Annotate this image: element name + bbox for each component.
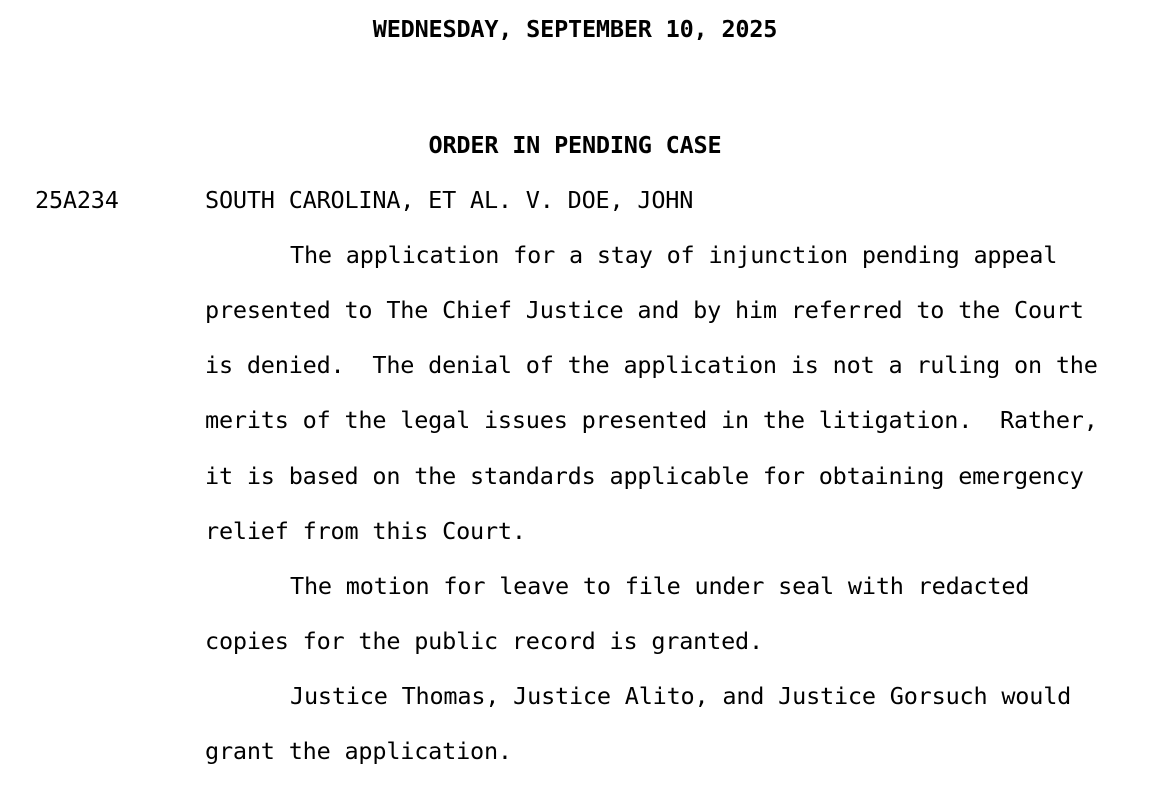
order-heading: ORDER IN PENDING CASE [428,131,722,159]
case-number: 25A234 [35,186,119,214]
paragraph-line: merits of the legal issues presented in the litigation. Rather, [205,406,1098,434]
paragraph-line: The application for a stay of injunction pending appeal [290,241,1058,269]
paragraph-line: it is based on the standards applicable for obtaining emergency [205,462,1084,490]
order-date: WEDNESDAY, SEPTEMBER 10, 2025 [372,15,778,43]
paragraph-line: Justice Thomas, Justice Alito, and Justice Gorsuch would [290,682,1072,710]
paragraph-line: relief from this Court. [205,517,526,545]
paragraph-line: copies for the public record is granted. [205,627,763,655]
paragraph-line: grant the application. [205,737,512,765]
paragraph-line: The motion for leave to file under seal with redacted [290,572,1030,600]
paragraph-line: presented to The Chief Justice and by him referred to the Court [205,296,1084,324]
case-title: SOUTH CAROLINA, ET AL. V. DOE, JOHN [205,186,694,214]
paragraph-line: is denied. The denial of the application is not a ruling on the [205,351,1098,379]
